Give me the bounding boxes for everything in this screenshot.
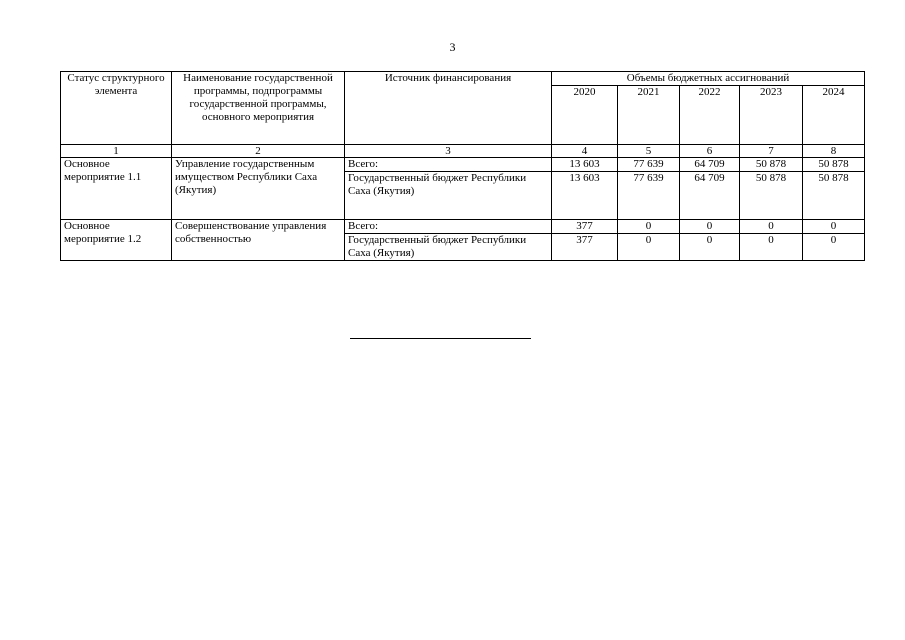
header-row xyxy=(61,72,865,86)
row-value: 377 xyxy=(552,234,618,261)
row-value: 0 xyxy=(740,220,803,234)
row-value: 13 603 xyxy=(552,158,618,172)
header-year: 2020 xyxy=(552,86,618,145)
table-row xyxy=(61,158,865,172)
row-value: 77 639 xyxy=(618,172,680,220)
row-source: Всего: xyxy=(345,158,552,172)
row-value: 77 639 xyxy=(618,158,680,172)
row-value: 13 603 xyxy=(552,172,618,220)
header-year: 2021 xyxy=(618,86,680,145)
header-year: 2022 xyxy=(680,86,740,145)
header-year: 2024 xyxy=(803,86,865,145)
header-budget-volumes: Объемы бюджетных ассигнований xyxy=(552,72,865,86)
row-value: 64 709 xyxy=(680,172,740,220)
column-number: 3 xyxy=(345,145,552,158)
row-source: Государственный бюджет Республики Саха (Якутия) xyxy=(345,172,552,220)
column-number: 6 xyxy=(680,145,740,158)
row-value: 0 xyxy=(803,220,865,234)
row-value: 50 878 xyxy=(803,158,865,172)
budget-table xyxy=(60,71,865,261)
column-number-row xyxy=(61,145,865,158)
row-value: 0 xyxy=(618,234,680,261)
row-value: 64 709 xyxy=(680,158,740,172)
header-year: 2023 xyxy=(740,86,803,145)
row-status: Основное мероприятие 1.2 xyxy=(61,220,172,261)
column-number: 8 xyxy=(803,145,865,158)
table-row xyxy=(61,220,865,234)
header-source: Источник финансирования xyxy=(345,72,552,145)
row-value: 50 878 xyxy=(803,172,865,220)
row-name: Совершенствование управления собственностью xyxy=(172,220,345,261)
row-value: 0 xyxy=(803,234,865,261)
row-value: 377 xyxy=(552,220,618,234)
row-value: 0 xyxy=(680,220,740,234)
row-value: 0 xyxy=(680,234,740,261)
column-number: 5 xyxy=(618,145,680,158)
row-source: Всего: xyxy=(345,220,552,234)
row-status: Основное мероприятие 1.1 xyxy=(61,158,172,220)
separator-line xyxy=(350,338,531,339)
header-status: Статус структурного элемента xyxy=(61,72,172,145)
row-name: Управление государственным имуществом Республики Саха (Якутия) xyxy=(172,158,345,220)
row-value: 0 xyxy=(618,220,680,234)
page-number: 3 xyxy=(449,40,456,54)
row-source: Государственный бюджет Республики Саха (Якутия) xyxy=(345,234,552,261)
column-number: 4 xyxy=(552,145,618,158)
row-value: 50 878 xyxy=(740,158,803,172)
row-value: 50 878 xyxy=(740,172,803,220)
column-number: 7 xyxy=(740,145,803,158)
row-value: 0 xyxy=(740,234,803,261)
column-number: 2 xyxy=(172,145,345,158)
column-number: 1 xyxy=(61,145,172,158)
header-name: Наименование государственной программы, подпрограммы государственной программы, основного мероприятия xyxy=(172,72,345,145)
